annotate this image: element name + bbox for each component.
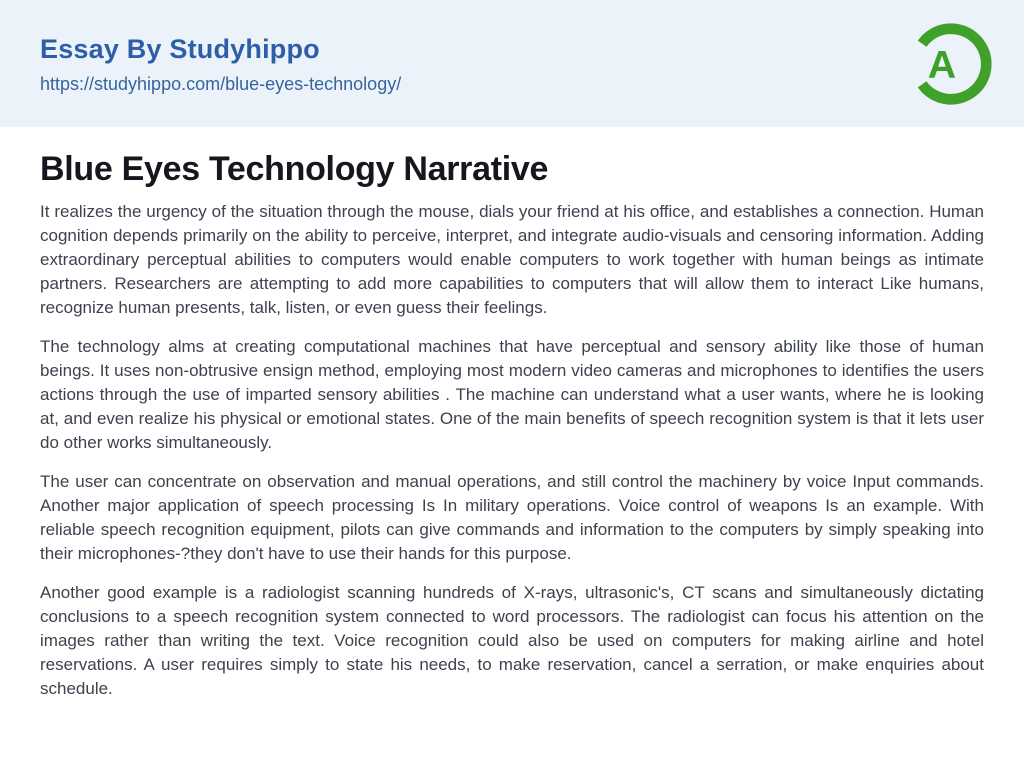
studyhippo-logo-icon bbox=[910, 23, 992, 105]
page-url-link[interactable]: https://studyhippo.com/blue-eyes-technology/ bbox=[40, 74, 402, 94]
article-body bbox=[40, 200, 984, 701]
paragraph: Another good example is a radiologist scanning hundreds of X-rays, ultrasonic's, CT scans and simultaneously dictating conclusions to a speech recognition system connected to word processors. The radiologist can focus his attention on the images rather than writing the text. Voice recognition could also be used on computers for making airline and hotel reservations. A user requires simply to state his needs, to make reservation, cancel a serration, or make enquiries about schedule. bbox=[40, 583, 984, 698]
article-title: Blue Eyes Technology Narrative bbox=[40, 150, 549, 188]
paragraph: The user can concentrate on observation and manual operations, and still control the machinery by voice Input commands. Another major application of speech processing Is In military operations. Voice control of weapons Is an example. With reliable speech recognition equipment, pilots can give commands and information to the computers by simply speaking into their microphones-?they don't have to use their hands for this purpose. bbox=[40, 472, 984, 563]
paragraph: The technology alms at creating computational machines that have perceptual and sensory ability like those of human beings. It uses non-obtrusive ensign method, employing most modern video cameras and microphones to identifies the users actions through the use of imparted sensory abilities . The machine can understand what a user wants, where he is looking at, and even realize his physical or emotional states. One of the main benefits of speech recognition system is that it lets user do other works simultaneously. bbox=[40, 337, 984, 452]
logo-letter: A bbox=[927, 42, 957, 87]
site-title: Essay By Studyhippo bbox=[40, 34, 320, 64]
paragraph: It realizes the urgency of the situation through the mouse, dials your friend at his office, and establishes a connection. Human cognition depends primarily on the ability to perceive, interpret, and integrate audio-visuals and censoring information. Adding extraordinary perceptual abilities to computers would enable computers to work together with human beings as intimate partners. Researchers are attempting to add more capabilities to computers that will allow them to interact Like humans, recognize human presents, talk, listen, or even guess their feelings. bbox=[40, 202, 984, 317]
site-header bbox=[0, 0, 1024, 127]
header-text-block bbox=[40, 33, 401, 94]
article-content bbox=[0, 127, 1024, 701]
